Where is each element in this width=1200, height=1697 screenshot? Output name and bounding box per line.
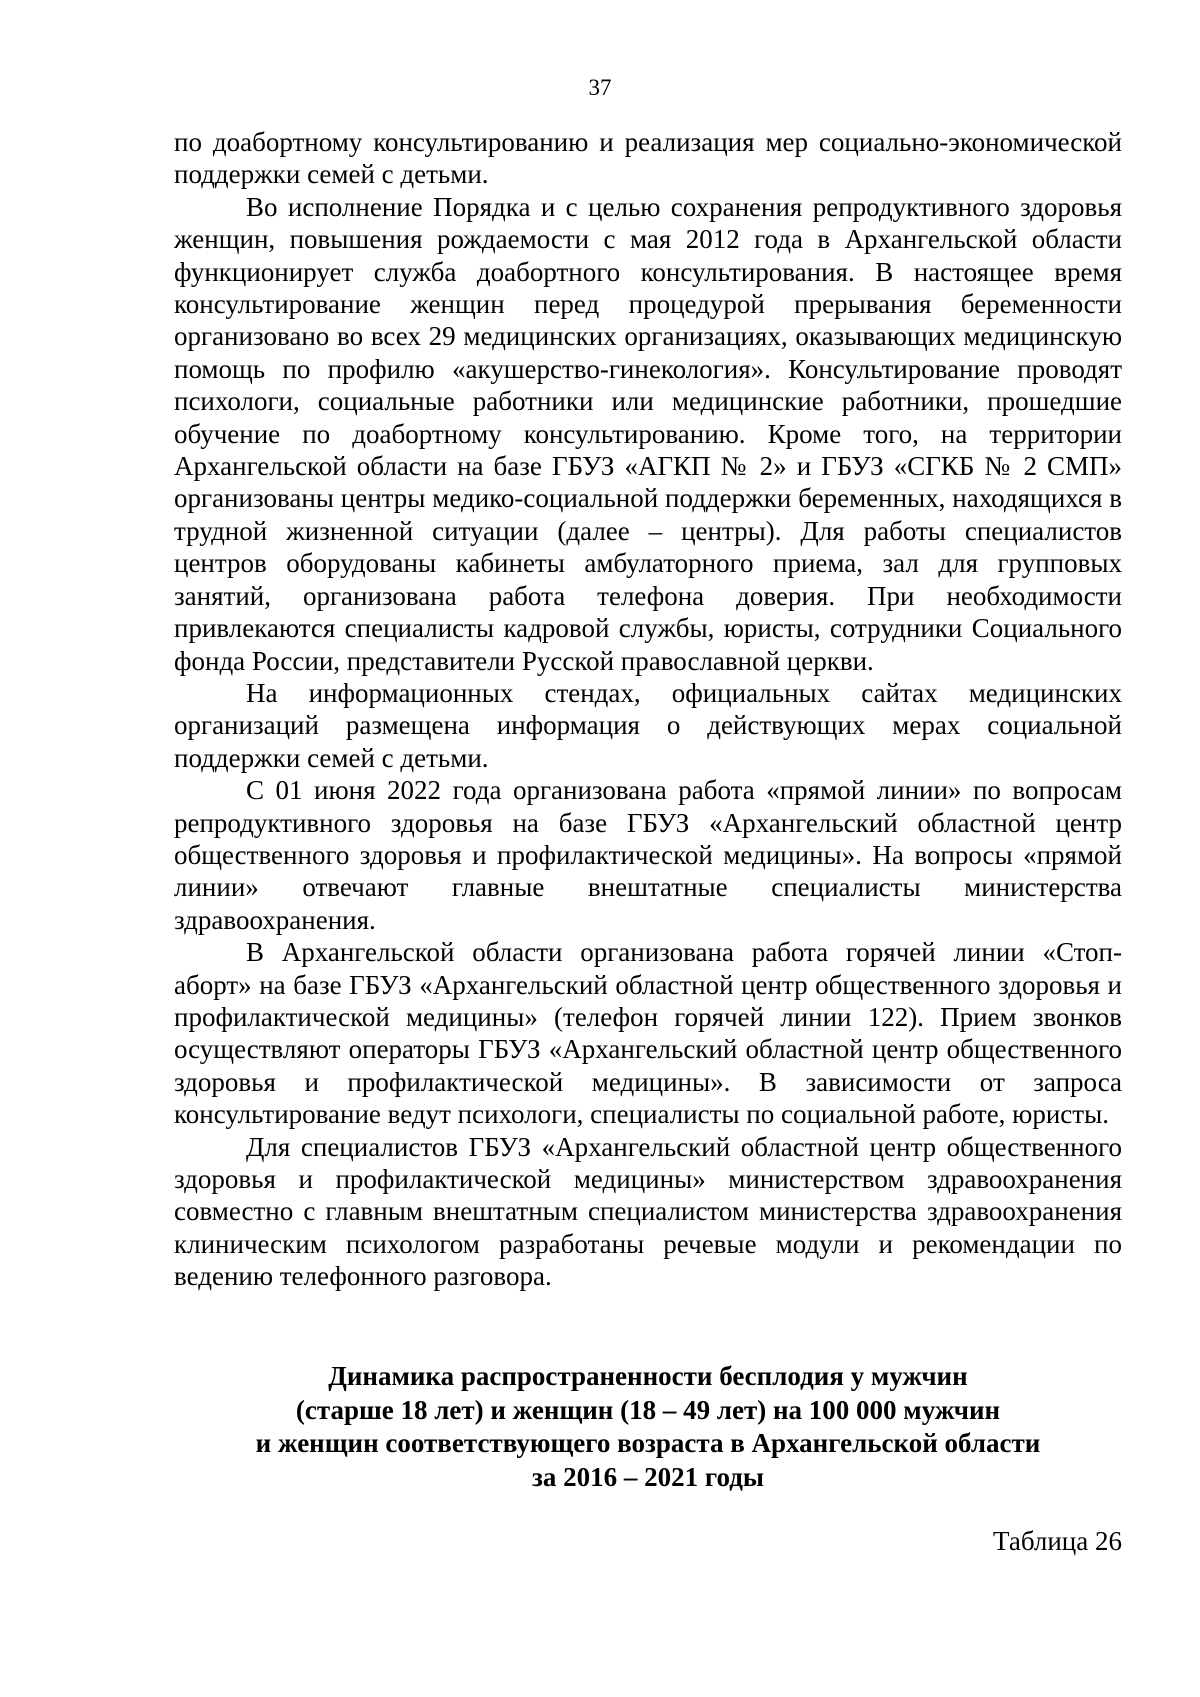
paragraph-continuation: по доабортному консультированию и реализация мер социально-экономической поддержки семей с детьми. — [174, 127, 1122, 190]
paragraph-hotline: В Архангельской области организована работа горячей линии «Стоп-аборт» на базе ГБУЗ «Архангельский областной центр общественного здоровья и профилактической медицины» (телефон горячей линии 122). Прием звонков осуществляют операторы ГБУЗ «Архангельский областной центр общественного здоровья и профилактической медицины». В зависимости от запроса консультирование ведут психологи, специалисты по социальной работе, юристы. — [174, 937, 1122, 1130]
table-number-label: Таблица 26 — [993, 1526, 1122, 1556]
table-heading-line-2: (старше 18 лет) и женщин (18 – 49 лет) на 100 000 мужчин — [295, 1394, 1001, 1425]
table-heading-line-1: Динамика распространенности бесплодия у мужчин — [328, 1361, 968, 1391]
page-number: 37 — [588, 75, 612, 100]
paragraph-information-stands: На информационных стендах, официальных сайтах медицинских организаций размещена информация о действующих мерах социальной поддержки семей с детьми. — [174, 677, 1122, 773]
paragraph-abortion-counseling-service: Во исполнение Порядка и с целью сохранения репродуктивного здоровья женщин, повышения рождаемости с мая 2012 года в Архангельской области функционирует служба доабортного консультирования. В настоящее время консультирование женщин перед процедурой прерывания беременности организовано во всех 29 медицинских организациях, оказывающих медицинскую помощь по профилю «акушерство-гинекология». Консультирование проводят психологи, социальные работники или медицинские работники, прошедшие обучение по доабортному консультированию. Кроме того, на территории Архангельской области на базе ГБУЗ «АГКП № 2» и ГБУЗ «СГКБ № 2 СМП» организованы центры медико-социальной поддержки беременных, находящихся в трудной жизненной ситуации (далее – центры). Для работы специалистов центров оборудованы кабинеты амбулаторного приема, зал для групповых занятий, организована работа телефона доверия. При необходимости привлекаются специалисты кадровой службы, юристы, сотрудники Социального фонда России, представители Русской православной церкви. — [174, 191, 1122, 676]
table-heading-line-3: и женщин соответствующего возраста в Архангельской области — [255, 1428, 1041, 1458]
document-body — [174, 126, 1122, 1293]
paragraph-speech-modules: Для специалистов ГБУЗ «Архангельский областной центр общественного здоровья и профилактической медицины» министерством здравоохранения совместно с главным внештатным специалистом министерства здравоохранения клиническим психологом разработаны речевые модули и рекомендации по ведению телефонного разговора. — [174, 1131, 1122, 1292]
table-heading-line-4: за 2016 – 2021 годы — [532, 1461, 764, 1492]
table-heading — [174, 1360, 1122, 1494]
paragraph-direct-line: С 01 июня 2022 года организована работа «прямой линии» по вопросам репродуктивного здоровья на базе ГБУЗ «Архангельский областной центр общественного здоровья и профилактической медицины». На вопросы «прямой линии» отвечают главные внештатные специалисты министерства здравоохранения. — [174, 775, 1122, 935]
